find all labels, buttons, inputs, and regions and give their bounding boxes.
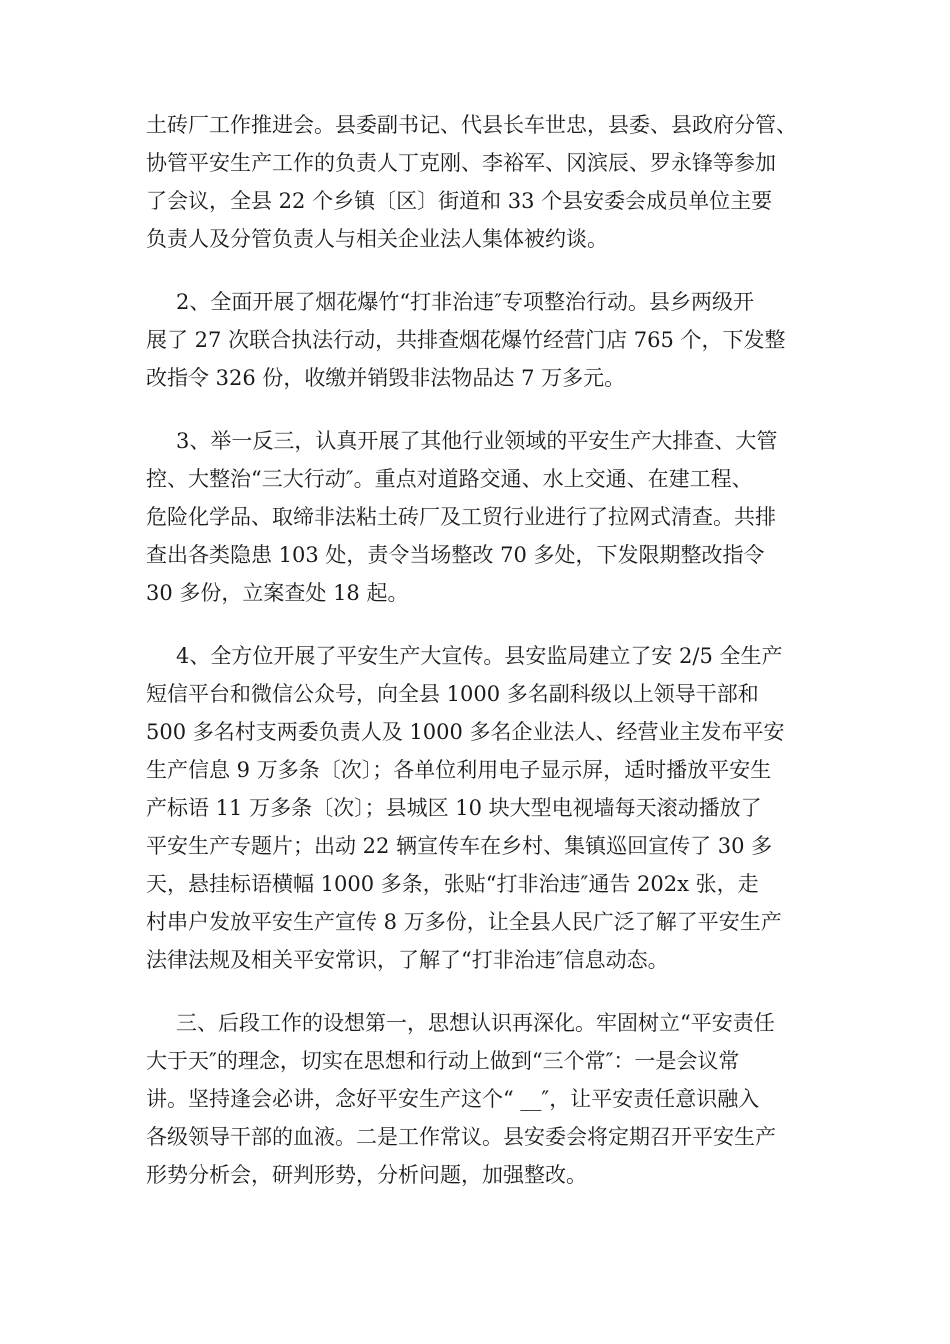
document-page — [146, 106, 816, 1219]
text-line: 危险化学品、取缔非法粘土砖厂及工贸行业进行了拉网式清查。共排 — [146, 505, 776, 529]
text-line: 查出各类隐患 103 处，责令当场整改 70 多处，下发限期整改指令 — [146, 543, 765, 567]
paragraph-4 — [146, 637, 816, 979]
text-line: 展了 27 次联合执法行动，共排查烟花爆竹经营门店 765 个，下发整 — [146, 328, 786, 352]
text-line: 30 多份，立案查处 18 起。 — [146, 581, 409, 605]
text-line: 改指令 326 份，收缴并销毁非法物品达 7 万多元。 — [146, 366, 626, 390]
text-line: 4、全方位开展了平安生产大宣传。县安监局建立了安 2/5 全生产 — [176, 644, 783, 668]
text-line: 生产信息 9 万多条〔次〕；各单位利用电子显示屏，适时播放平安生 — [146, 758, 772, 782]
text-line: 短信平台和微信公众号，向全县 1000 多名副科级以上领导干部和 — [146, 682, 759, 706]
text-line: 法律法规及相关平安常识，了解了“打非治违″信息动态。 — [146, 948, 669, 972]
text-line: 土砖厂工作推进会。县委副书记、代县长车世忠，县委、县政府分管、 — [146, 113, 797, 137]
paragraph-5 — [146, 1004, 816, 1194]
paragraph-3 — [146, 422, 816, 612]
text-line: 天，悬挂标语横幅 1000 多条，张贴“打非治违″通告 202x 张，走 — [146, 872, 759, 896]
text-line: 协管平安生产工作的负责人丁克刚、李裕军、冈滨辰、罗永锋等参加 — [146, 151, 776, 175]
text-line: 大于天″的理念，切实在思想和行动上做到“三个常″：一是会议常 — [146, 1049, 740, 1073]
text-line: 三、后段工作的设想第一，思想认识再深化。牢固树立“平安责任 — [176, 1011, 775, 1035]
paragraph-2 — [146, 283, 816, 397]
text-line: 了会议，全县 22 个乡镇〔区〕街道和 33 个县安委会成员单位主要 — [146, 189, 773, 213]
text-line: 形势分析会，研判形势，分析问题，加强整改。 — [146, 1163, 587, 1187]
text-line: 3、举一反三，认真开展了其他行业领域的平安生产大排查、大管 — [176, 429, 778, 453]
text-line: 产标语 11 万多条〔次〕；县城区 10 块大型电视墙每天滚动播放了 — [146, 796, 762, 820]
text-line: 各级领导干部的血液。二是工作常议。县安委会将定期召开平安生产 — [146, 1125, 776, 1149]
text-line: 村串户发放平安生产宣传 8 万多份，让全县人民广泛了解了平安生产 — [146, 910, 782, 934]
text-line: 平安生产专题片；出动 22 辆宣传车在乡村、集镇巡回宣传了 30 多 — [146, 834, 773, 858]
paragraph-1 — [146, 106, 816, 258]
text-line: 500 多名村支两委负责人及 1000 多名企业法人、经营业主发布平安 — [146, 720, 785, 744]
text-line: 2、全面开展了烟花爆竹“打非治违″专项整治行动。县乡两级开 — [176, 290, 754, 314]
text-line: 控、大整治“三大行动″。重点对道路交通、水上交通、在建工程、 — [146, 467, 753, 491]
text-line: 负责人及分管负责人与相关企业法人集体被约谈。 — [146, 227, 608, 251]
text-line: 讲。坚持逢会必讲，念好平安生产这个“ __″，让平安责任意识融入 — [146, 1087, 760, 1111]
